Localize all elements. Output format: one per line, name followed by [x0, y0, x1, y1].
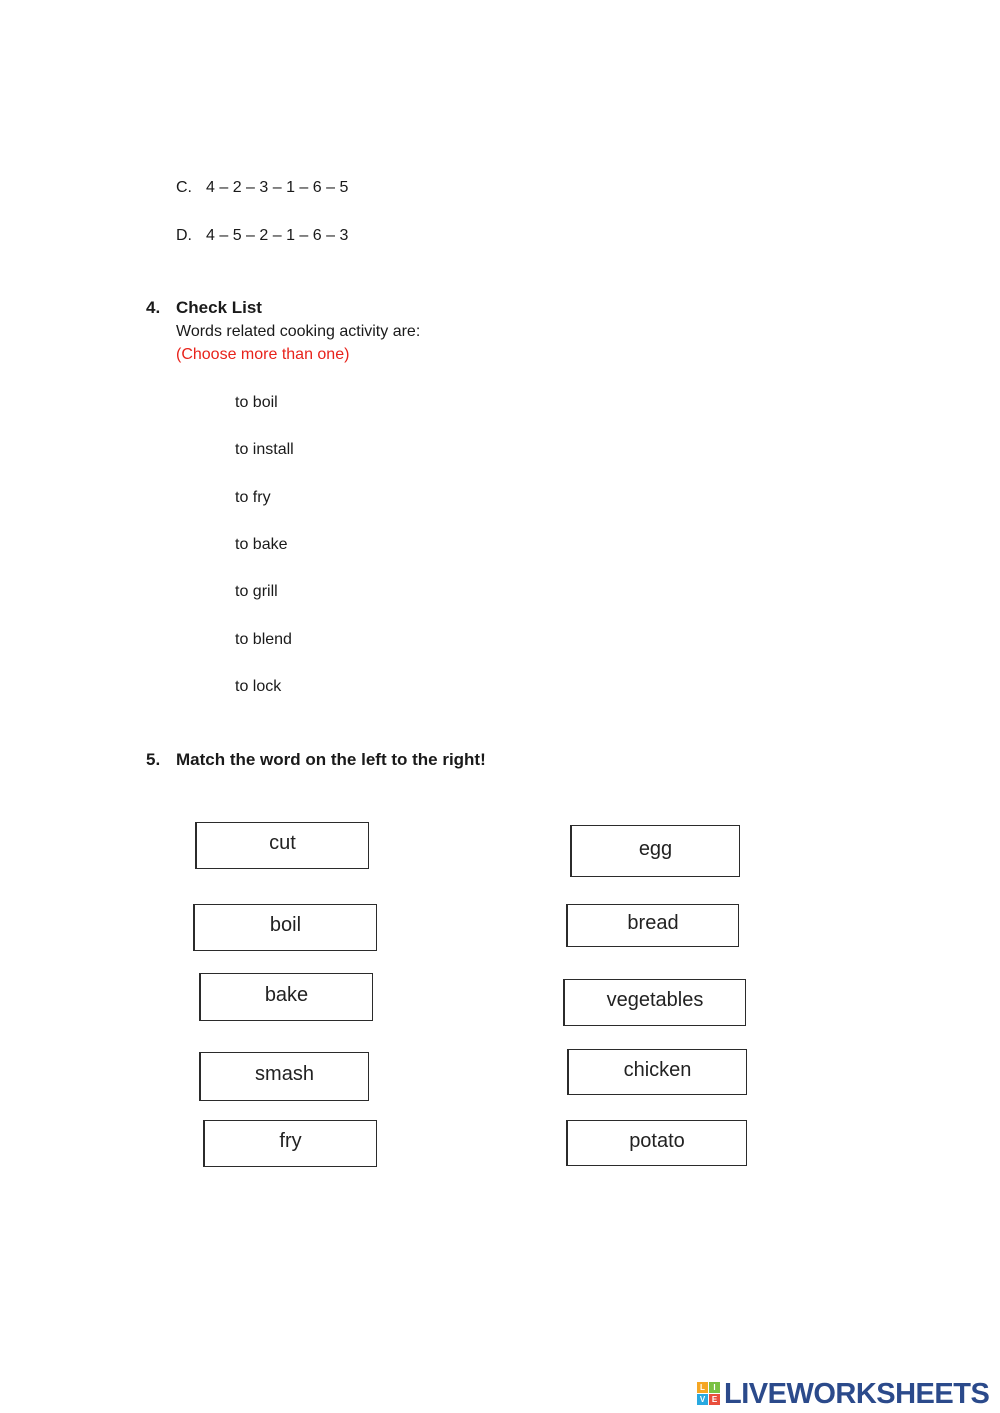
logo-tile: E — [709, 1394, 720, 1405]
checklist-item[interactable]: to grill — [235, 583, 278, 600]
match-left-box[interactable] — [199, 973, 373, 1021]
checklist-item[interactable]: to blend — [235, 631, 292, 648]
checklist-item[interactable]: to boil — [235, 394, 278, 411]
option-sequence: 4 – 5 – 2 – 1 – 6 – 3 — [206, 227, 349, 244]
match-right-box[interactable] — [563, 979, 746, 1026]
match-right-box[interactable] — [567, 1049, 747, 1095]
liveworksheets-logo — [697, 1377, 989, 1411]
q4-subtitle: Words related cooking activity are: — [176, 323, 421, 340]
option-letter: D. — [176, 227, 192, 244]
checklist-item[interactable]: to lock — [235, 678, 282, 695]
q3-option-c[interactable] — [176, 179, 396, 199]
q5-title: Match the word on the left to the right! — [176, 750, 486, 769]
logo-tile: I — [709, 1382, 720, 1393]
match-right-word: bread — [627, 912, 679, 934]
option-letter: C. — [176, 179, 192, 196]
logo-text: LIVEWORKSHEETS — [724, 1377, 990, 1410]
match-left-word: fry — [279, 1130, 302, 1152]
match-right-word: vegetables — [606, 989, 704, 1011]
option-sequence: 4 – 2 – 3 – 1 – 6 – 5 — [206, 179, 349, 196]
match-right-word: egg — [638, 837, 673, 860]
match-left-word: bake — [264, 983, 309, 1006]
match-right-box[interactable] — [566, 1120, 747, 1166]
match-left-box[interactable] — [195, 822, 369, 869]
q3-option-d[interactable] — [176, 227, 396, 247]
match-right-word: potato — [629, 1129, 685, 1152]
logo-tile: V — [697, 1394, 708, 1405]
match-left-word: cut — [269, 832, 296, 854]
liveworksheets-logo-icon — [697, 1382, 721, 1406]
checklist-item[interactable]: to fry — [235, 489, 271, 506]
logo-tile: L — [697, 1382, 708, 1393]
q4-title: Check List — [176, 298, 262, 317]
match-right-word: chicken — [623, 1058, 692, 1081]
match-left-word: smash — [255, 1063, 314, 1085]
match-left-box[interactable] — [199, 1052, 369, 1101]
checklist-item[interactable]: to install — [235, 441, 294, 458]
q4-number: 4. — [146, 298, 161, 317]
checklist-item[interactable]: to bake — [235, 536, 288, 553]
match-left-word: boil — [269, 914, 302, 936]
match-right-box[interactable] — [566, 904, 739, 947]
q5-number: 5. — [146, 750, 161, 769]
match-right-box[interactable] — [570, 825, 740, 877]
match-left-box[interactable] — [203, 1120, 377, 1167]
match-left-box[interactable] — [193, 904, 377, 951]
q4-note: (Choose more than one) — [176, 346, 350, 363]
